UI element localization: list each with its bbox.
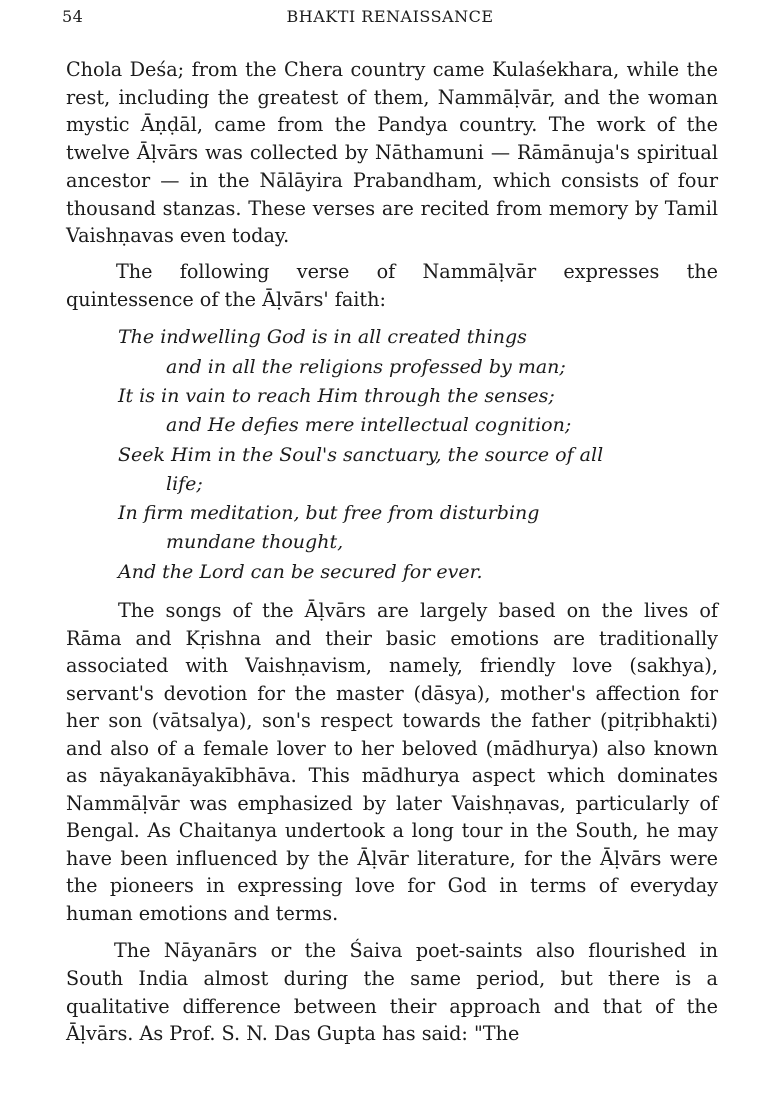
page-header [62, 7, 718, 33]
verse-line: mundane thought, [166, 531, 344, 554]
verse-line: It is in vain to reach Him through the senses; [118, 384, 555, 407]
body-text [66, 56, 718, 1048]
verse-line: Seek Him in the Soul's sanctuary, the source of all [118, 443, 604, 466]
verse-line: and He defies mere intellectual cognition; [166, 414, 572, 437]
running-title: BHAKTI RENAISSANCE [286, 7, 494, 26]
verse-line: And the Lord can be secured for ever. [118, 560, 483, 583]
paragraph-alvar-songs: The songs of the Āḷvārs are largely based on the lives of Rāma and Kṛishna and their basic emotions are traditionally associated with Vaishṇavism, namely, friendly love (sakhya), servant's devotion for the master (dāsya), mother's affection for her son (vātsalya), son's respect towards the father (pitṛibhakti) and also of a female lover to her beloved (mādhurya) also known as nāyakanāyakībhāva. This mādhurya aspect which dominates Nammāḷvār was emphasized by later Vaishṇavas, particularly of Bengal. As Chaitanya undertook a long tour in the South, he may have been influenced by the Āḷvār literature, for the Āḷvārs were the pioneers in expressing love for God in terms of everyday human emotions and terms. [66, 599, 718, 925]
verse-block [118, 323, 718, 587]
paragraph-verse-intro: The following verse of Nammāḷvār expresses the quintessence of the Āḷvārs' faith: [66, 259, 718, 311]
verse-line: The indwelling God is in all created things [118, 326, 527, 349]
page-number: 54 [62, 7, 84, 26]
verse-line: life; [166, 472, 203, 495]
paragraph-alvars-origins: Chola Deśa; from the Chera country came Kulaśekhara, while the rest, including the greatest of them, Nammāḷvār, and the woman mystic Āṇḍāl, came from the Pandya country. The work of the twelve Āḷvārs was collected by Nāthamuni — Rāmānuja's spiritual ancestor — in the Nālāyira Prabandham, which consists of four thousand stanzas. These verses are recited from memory by Tamil Vaishṇavas even today. [66, 58, 718, 248]
verse-line: and in all the religions professed by man; [166, 355, 566, 378]
paragraph-nayanars: The Nāyanārs or the Śaiva poet-saints also flourished in South India almost during the same period, but there is a qualitative difference between their approach and that of the Āḷvārs. As Prof. S. N. Das Gupta has said: "The [66, 939, 718, 1046]
verse-line: In firm meditation, but free from disturbing [118, 502, 540, 525]
